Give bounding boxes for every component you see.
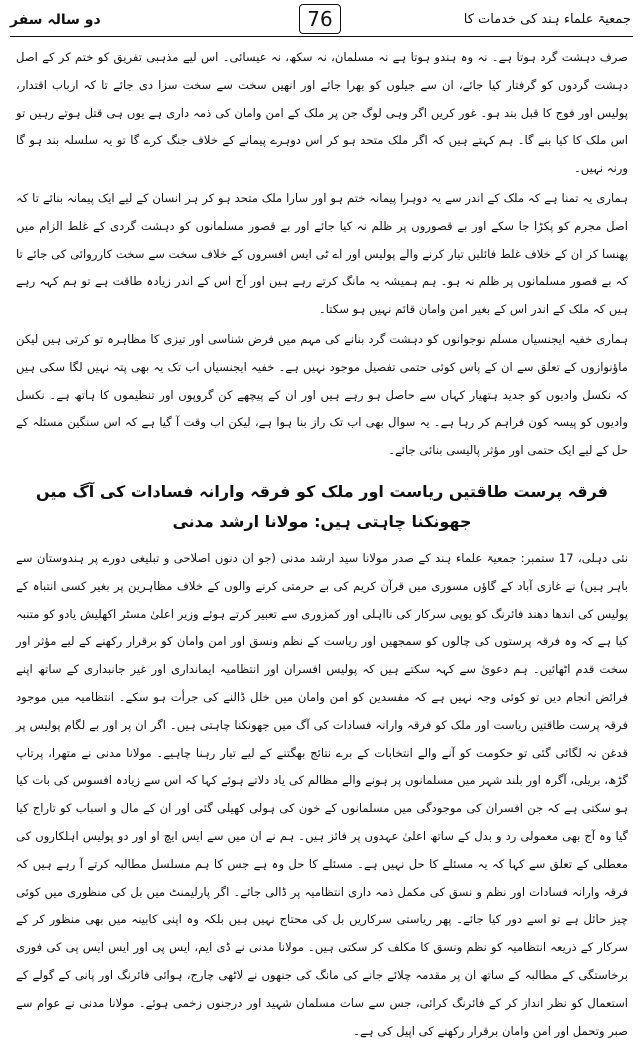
header-rule <box>10 36 633 37</box>
page-number: 76 <box>299 4 341 34</box>
paragraph-3: ہماری خفیہ ایجنسیاں مسلم نوجوانوں کو دہشت گرد بنانے کی مہم میں فرض شناسی اور تیزی کا مظاہرہ تو کرتی ہیں لیکن ماؤنوازوں کے تعلق سے ان کے پاس کوئی حتمی تفصیل موجود نہیں ہے۔ خفیہ ایجنسیاں اب تک یہ بھی پتہ نہیں لگا سکی ہیں کہ نکسل وادیوں کو جدید ہتھیار کہاں سے حاصل ہو رہے ہیں اور ان کے پیچھے کن گروپوں اور تنظیموں کا ہاتھ ہے۔ نکسل وادیوں کو پیسہ کون فراہم کر رہا ہے۔ یہ سوال بھی اب تک راز بنا ہوا ہے، لیکن اب وقت آ گیا ہے کہ اس سنگین مسئلہ کے حل کے لیے ایک حتمی اور مؤثر پالیسی بنائی جائے۔ <box>16 331 628 458</box>
page-header <box>0 0 643 40</box>
book-title-right: جمعیۃ علماء ہند کی خدمات کا <box>463 12 631 27</box>
paragraph-2: ہماری یہ تمنا ہے کہ ملک کے اندر سے یہ دوہرا پیمانہ ختم ہو اور سارا ملک متحد ہو کر ہر انسان کے لیے ایک پیمانہ بنائے تا کہ اصل مجرم کو پکڑا جا سکے اور بے قصوروں پر ظلم نہ کیا جائے اور بے قصور مسلمانوں کو دہشت گردی کے غلط الزام میں پھنسا کر ان کے خلاف غلط فائلیں تیار کرنے والے پولیس اور اے ٹی ایس افسروں کے خلاف سخت سے سخت کارروائی کی جائے تا کہ بے قصور مسلمانوں پر ظلم نہ ہو۔ ہم ہمیشہ یہ مانگ کرتے رہے ہیں اور آج اس کے اندر زیادہ طاقت ہے تو ہم کہہ رہے ہیں کہ ملک کے اندر اس کے بغیر امن وامان قائم نہیں ہو سکتا۔ <box>16 190 628 317</box>
paragraph-1: صرف دہشت گرد ہوتا ہے۔ نہ وہ ہندو ہوتا ہے نہ مسلمان، نہ سکھ، نہ عیسائی۔ اس لیے مذہبی تفریق کو ختم کر کے اصل دہشت گردوں کو گرفتار کیا جائے، ان سے جیلوں کو بھرا جائے اور انھیں سخت سے سخت سزا دی جائے تا کہ ارباب اقتدار، پولیس اور فوج کا قبل بند ہو۔ غور کریں اگر وہی لوگ جن پر ملک کے امن وامان کی ذمہ داری ہے یوں ہی قتل ہوتے رہیں تو اس ملک کا کیا بنے گا۔ ہم کہتے ہیں کہ اگر ملک متحد ہو کر اس دوہرے پیمانے کے خلاف جنگ کرے گا تو یہ سلسلہ بند ہو گا ورنہ نہیں۔ <box>16 50 628 176</box>
news-article: نئی دہلی، 17 ستمبر: جمعیۃ علماء ہند کے صدر مولانا سید ارشد مدنی (جو ان دنوں اصلاحی و تبلیغی دورے پر ہندوستان سے باہر ہیں) نے غازی آباد کے گاؤں مسوری میں قرآن کریم کی بے حرمتی کرنے والوں کے خلاف مظاہرین پر بغیر کسی انتباہ کے پولیس کی اندھا دھند فائرنگ کو یوپی سرکار کی نااہلی اور کمزوری سے تعبیر کرتے ہوئے وزیر اعلیٰ مسٹر اکھلیش یادو کو متنبہ کیا ہے کہ وہ فرقہ پرستوں کی چالوں کو سمجھیں اور ریاست کے نظم ونسق اور امن وامان کو برقرار رکھنے کے لیے مؤثر اور سخت قدم اٹھائیں۔ ہم دعویٰ سے کہہ سکتے ہیں کہ پولیس افسران اور انتظامیہ ایمانداری اور غیر جانبداری کے ساتھ اپنے فرائض انجام دیں تو کوئی وجہ نہیں ہے کہ مفسدین کو امن وامان میں خلل ڈالنے کی جرأت ہو سکے۔ انتظامیہ میں موجود فرقہ پرست طاقتیں ریاست اور ملک کو فرقہ وارانہ فسادات کی آگ میں جھونکنا چاہتی ہیں۔ اگر ان پر اور بے لگام پولیس پر قدغن نہ لگائی گئی تو حکومت کو آنے والے انتخابات کے برے نتائج بھگتنے کے لیے تیار رہنا چاہیے۔ مولانا مدنی نے متھرا، پرتاپ گڑھ، بریلی، آگرہ اور بلند شہر میں مسلمانوں پر ہونے والے مظالم کی یاد دلاتے ہوئے کہا کہ اس سے زیادہ افسوس کی بات کیا ہو سکتی ہے کہ جن افسران کی موجودگی میں مسلمانوں کے خون کی ہولی کھیلی گئی اور ان کے مال و اسباب کو تاراج کیا گیا وہ آج بھی معمولی رد و بدل کے ساتھ اعلیٰ عہدوں پر فائز ہیں۔ ہم نے ان میں سے ایس ایچ او اور دو پولیس اہلکاروں کی معطلی کے تعلق سے کہا کہ یہ مسئلے کا حل نہیں ہے۔ مسئلے کا حل وہ ہے جس کا ہم مسلسل مطالبہ کرتے آ رہے ہیں کہ فرقہ وارانہ فسادات اور نظم و نسق کی مکمل ذمہ داری انتظامیہ پر ڈالی جائے۔ اگر پارلیمنٹ میں بل کی منظوری میں کوئی چیز حائل ہے تو اسے دور کیا جائے۔ پھر ریاستی سرکاریں بل کی محتاج نہیں ہیں بلکہ وہ اپنی کابینہ میں بھی منظور کر کے سرکار کے ذریعہ انتظامیہ کو نظم ونسق کا مکلف کر سکتی ہیں۔ مولانا مدنی نے ڈی ایم، ایس پی اور ایس ایس پی کی فوری برخاستگی کے مطالبہ کے ساتھ ان پر مقدمہ چلائے جانے کی مانگ کی جنھوں نے لاٹھی چارج، ہوائی فائرنگ اور پانی کے گولے کے استعمال کو نظر انداز کر کے فائرنگ کرائی، جس سے سات مسلمان شہید اور درجنوں زخمی ہوئے۔ مولانا مدنی نے عوام سے صبر وتحمل اور امن وامان برقرار رکھنے کی اپیل کی ہے۔ <box>16 550 628 1038</box>
section-heading: فرقہ پرست طاقتیں ریاست اور ملک کو فرقہ وارانہ فسادات کی آگ میں جھونکنا چاہتی ہیں: مولانا ارشد مدنی <box>36 481 608 531</box>
book-title-left: دو سالہ سفر <box>10 12 101 28</box>
page-content <box>16 44 628 1038</box>
